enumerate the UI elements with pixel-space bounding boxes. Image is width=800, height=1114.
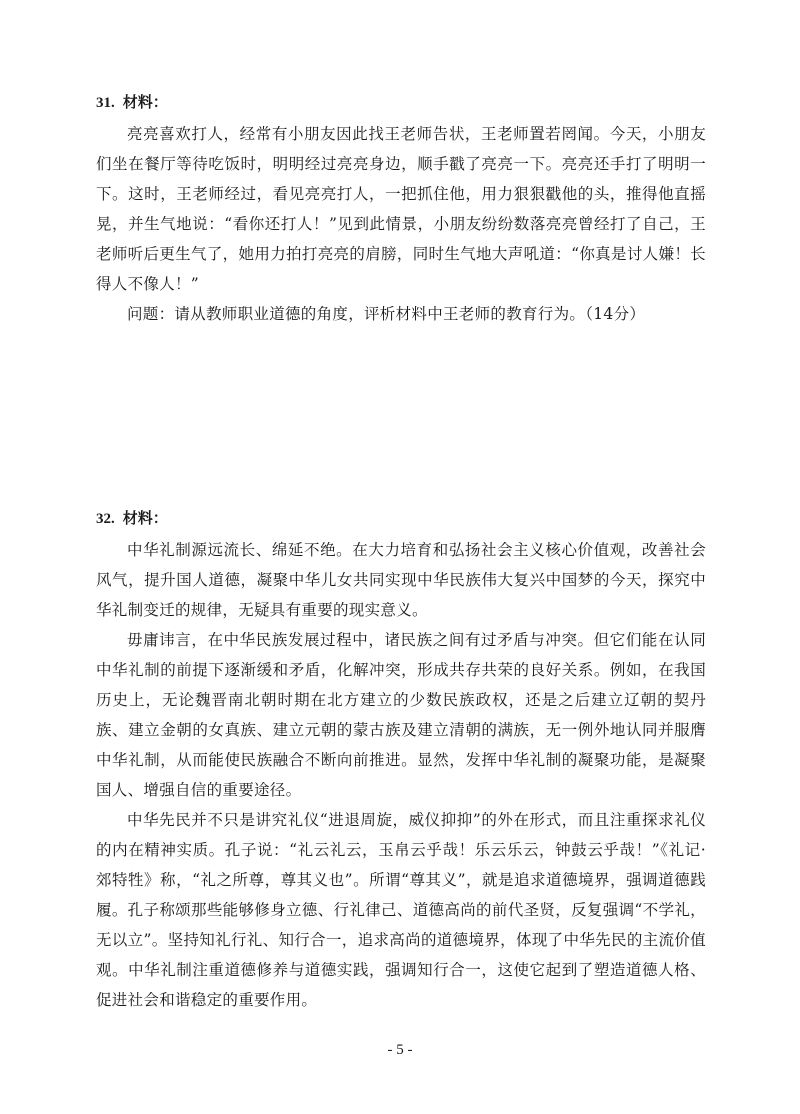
material-label: 材料：: [122, 93, 168, 111]
material-label: 材料：: [122, 509, 168, 527]
material-paragraph: 毋庸讳言，在中华民族发展过程中，诸民族之间有过矛盾与冲突。但它们能在认同中华礼制的前提下逐渐缓和矛盾，化解冲突，形成共存共荣的良好关系。例如，在我国历史上，无论魏晋南北朝时期在北方建立的少数民族政权，还是之后建立辽朝的契丹族、建立金朝的女真族、建立元朝的蒙古族及建立清朝的满族，无一例外地认同并服膺中华礼制，从而能使民族融合不断向前推进。显然，发挥中华礼制的凝聚功能，是凝聚国人、增强自信的重要途径。: [96, 631, 706, 799]
question-32-heading: [96, 508, 706, 529]
question-31-heading: [96, 92, 706, 113]
question-prompt: 问题：请从教师职业道德的角度，评析材料中王老师的教育行为。（14分）: [127, 305, 646, 323]
question-number: 32.: [96, 511, 115, 527]
material-paragraph: 中华先民并不只是讲究礼仪“进退周旋，威仪抑抑”的外在形式，而且注重探求礼仪的内在精神实质。孔子说：“礼云礼云，玉帛云乎哉！乐云乐云，钟鼓云乎哉！”《礼记·郊特牲》称，“礼之所尊，尊其义也”。所谓“尊其义”，就是追求道德境界，强调道德践履。孔子称颂那些能够修身立德、行礼律己、道德高尚的前代圣贤，反复强调“不学礼，无以立”。坚持知礼行礼、知行合一，追求高尚的道德境界，体现了中华先民的主流价值观。中华礼制注重道德修养与道德实践，强调知行合一，这使它起到了塑造道德人格、促进社会和谐稳定的重要作用。: [96, 811, 706, 1009]
material-paragraph: 亮亮喜欢打人，经常有小朋友因此找王老师告状，王老师置若罔闻。今天，小朋友们坐在餐厅等待吃饭时，明明经过亮亮身边，顺手戳了亮亮一下。亮亮还手打了明明一下。这时，王老师经过，看见亮亮打人，一把抓住他，用力狠狠戳他的头，推得他直摇晃，并生气地说：“看你还打人！”见到此情景，小朋友纷纷数落亮亮曾经打了自己，王老师听后更生气了，她用力拍打亮亮的肩膀，同时生气地大声吼道：“你真是讨人嫌！长得人不像人！”: [96, 125, 706, 293]
material-paragraph: 中华礼制源远流长、绵延不绝。在大力培育和弘扬社会主义核心价值观，改善社会风气，提升国人道德，凝聚中华儿女共同实现中华民族伟大复兴中国梦的今天，探究中华礼制变迁的规律，无疑具有重要的现实意义。: [96, 541, 706, 619]
question-31: [96, 92, 706, 329]
page-number: - 5 -: [387, 1042, 413, 1058]
question-number: 31.: [96, 95, 115, 111]
question-32: [96, 508, 706, 1015]
